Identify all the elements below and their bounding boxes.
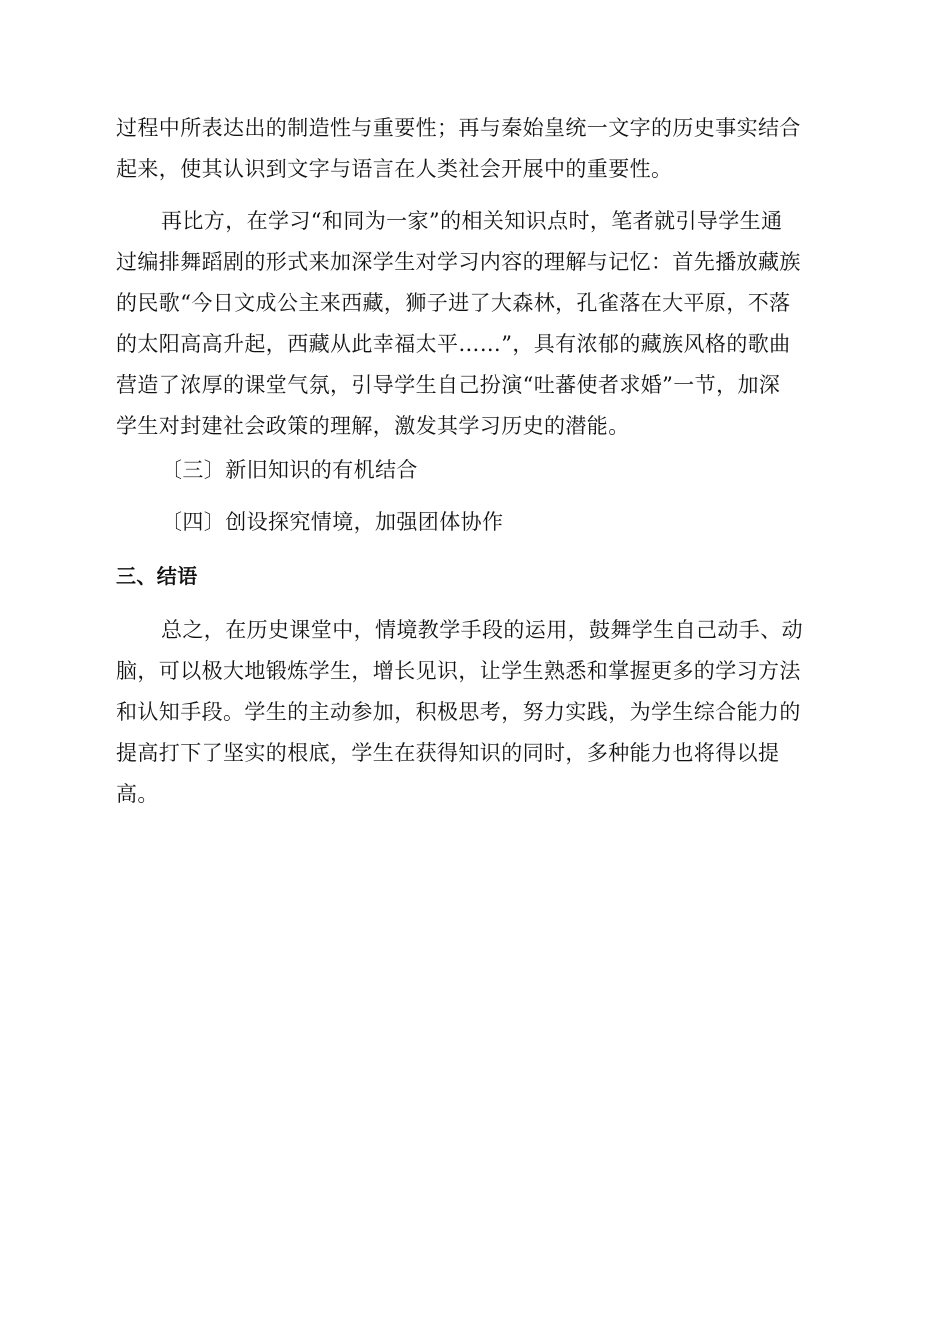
- subheading-four: [116, 502, 832, 543]
- section-heading-conclusion: [116, 556, 832, 597]
- paragraph-line: 起来，使其认识到文字与语言在人类社会开展中的重要性。: [116, 157, 673, 181]
- paragraph-line: 过程中所表达出的制造性与重要性；再与秦始皇统一文字的历史事实结合: [116, 116, 801, 140]
- paragraph-line: 总之，在历史课堂中，情境教学手段的运用，鼓舞学生自己动手、动: [161, 618, 803, 642]
- subheading-three: [116, 450, 832, 491]
- paragraph-line: 学生对封建社会政策的理解，激发其学习历史的潜能。: [116, 414, 630, 438]
- paragraph-line: 和认知手段。学生的主动参加，积极思考，努力实践，为学生综合能力的: [116, 700, 801, 724]
- subheading-text: 〔三〕新旧知识的有机结合: [161, 458, 418, 482]
- paragraph-line: 的太阳高高升起，西藏从此幸福太平……”，具有浓郁的藏族风格的歌曲: [116, 332, 791, 356]
- paragraph-line: 提高打下了坚实的根底，学生在获得知识的同时，多种能力也将得以提: [116, 741, 780, 765]
- subheading-text: 〔四〕创设探究情境，加强团体协作: [161, 510, 504, 534]
- paragraph-line: 过编排舞蹈剧的形式来加深学生对学习内容的理解与记忆：首先播放藏族: [116, 250, 801, 274]
- paragraph-conclusion: [116, 610, 832, 815]
- paragraph-line: 的民歌“今日文成公主来西藏，狮子进了大森林，孔雀落在大平原，不落: [116, 291, 791, 315]
- paragraph-line: 脑，可以极大地锻炼学生，增长见识，让学生熟悉和掌握更多的学习方法: [116, 659, 801, 683]
- paragraph-line: 营造了浓厚的课堂气氛，引导学生自己扮演“吐蕃使者求婚”一节，加深: [116, 373, 781, 397]
- paragraph-example: [116, 201, 832, 447]
- paragraph-line: 再比方，在学习“和同为一家”的相关知识点时，笔者就引导学生通: [161, 209, 783, 233]
- paragraph-line: 高。: [116, 782, 159, 806]
- paragraph-continuation: [116, 108, 832, 190]
- section-heading-text: 三、结语: [116, 564, 198, 588]
